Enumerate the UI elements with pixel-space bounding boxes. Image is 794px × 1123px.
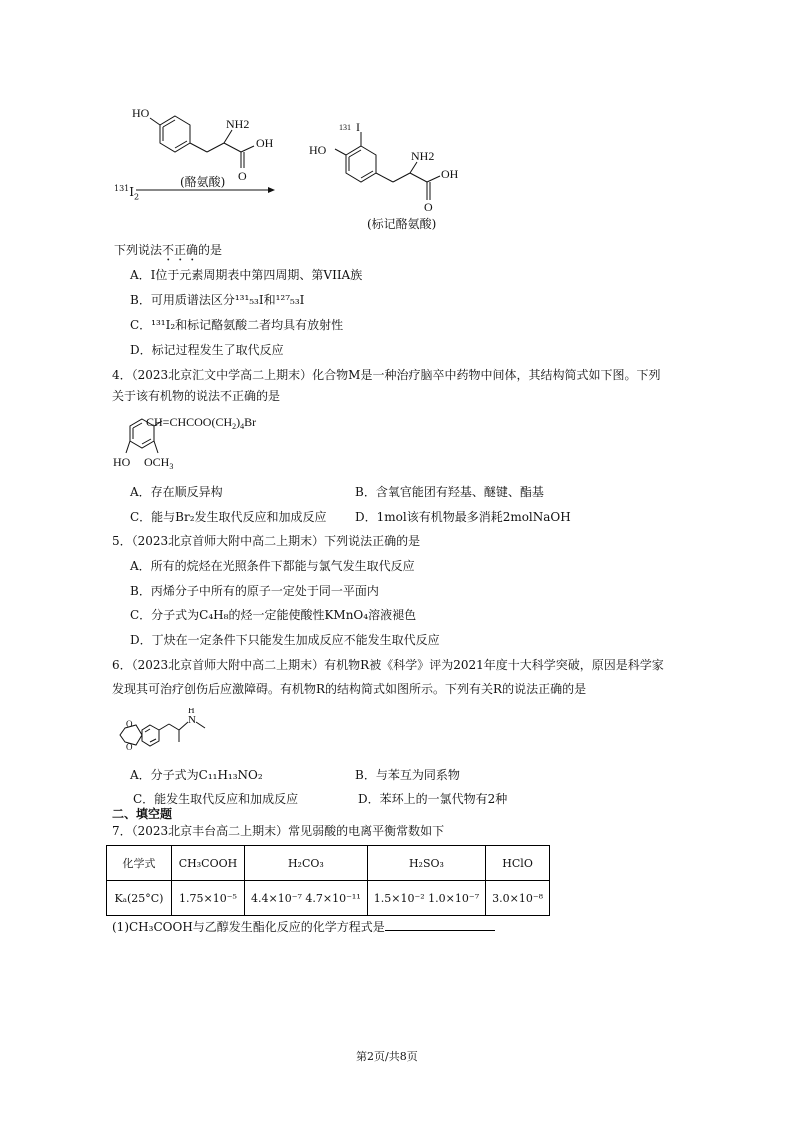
m-top-chain: $CH=CHCOO(CH_2)_4Br$ [146,415,257,431]
q7-stem: 7．（2023北京丰台高二上期末）常见弱酸的电离平衡常数如下 [112,824,445,838]
labeled-tyrosine-structure [305,118,485,218]
table-cell: 3.0×10⁻⁸ [486,881,550,916]
ho-label: HO [132,106,150,120]
table-header-cell: CH₃COOH [172,846,245,881]
ionization-constant-table [106,845,550,916]
table-cell: 1.75×10⁻⁵ [172,881,245,916]
q5-option-d: D．丁炔在一定条件下只能发生加成反应不能发生取代反应 [130,633,440,647]
q6-option-a: A．分子式为C₁₁H₁₃NO₂ [130,768,263,782]
q5-option-b: B．丙烯分子中所有的原子一定处于同一平面内 [130,584,379,598]
reagent-label: $^{131}I_2$ [114,184,140,202]
table-header-cell: H₂SO₃ [367,846,485,881]
q5-option-c: C．分子式为C₄H₈的烃一定能使酸性KMnO₄溶液褪色 [130,608,417,622]
q4-option-c: C．能与Br₂发生取代反应和加成反应 [130,510,327,524]
compound-r-structure [112,708,222,763]
m-och3-label: $OCH_3$ [144,455,174,471]
q3-option-a: A．I位于元素周期表中第四周期、第VIIA族 [130,268,363,282]
q4-stem-line1: 4．（2023北京汇文中学高二上期末）化合物M是一种治疗脑卒中药物中间体，其结构简式如下图。下列 [112,368,661,382]
table-row [107,846,550,881]
m-ho-label: HO [113,455,131,469]
q3-stem: 下列说法不正确的是 [114,243,223,257]
labeled-tyrosine-label: (标记酪氨酸) [367,217,437,231]
tyrosine-structure [120,100,310,185]
r-n-label: N [188,714,196,726]
nh2-label: NH2 [411,149,435,163]
q4-option-a: A．存在顺反异构 [130,485,223,499]
page-footer: 第2页/共8页 [356,1050,418,1063]
svg-text:O: O [126,719,133,729]
ho-label: HO [309,143,327,157]
r-h-label: H [188,708,195,715]
q4-stem-line2: 关于该有机物的说法不正确的是 [112,389,281,403]
oh-label: OH [441,167,459,181]
q6-stem-line2: 发现其可治疗创伤后应激障碍。有机物R的结构简式如图所示。下列有关R的说法正确的是 [112,682,587,696]
q6-stem-line1: 6．（2023北京首师大附中高二上期末）有机物R被《科学》评为2021年度十大科学突破，原因是科学家 [112,658,664,672]
oh-label: OH [256,136,274,150]
table-cell: 1.5×10⁻² 1.0×10⁻⁷ [367,881,485,916]
tyrosine-label: (酪氨酸) [180,175,226,189]
compound-m-structure [112,405,302,473]
table-row-label: Kₐ(25°C) [107,881,172,916]
q6-option-d: D．苯环上的一氯代物有2种 [358,792,508,806]
table-header-cell: H₂CO₃ [245,846,368,881]
svg-text:I: I [356,120,360,134]
section-heading: 二、填空题 [112,807,173,821]
q4-option-d: D．1mol该有机物最多消耗2molNaOH [355,510,571,524]
q3-option-c: C．¹³¹I₂和标记酪氨酸二者均具有放射性 [130,318,344,332]
q3-option-d: D．标记过程发生了取代反应 [130,343,284,357]
reaction-arrow [136,185,276,195]
q4-option-b: B．含氧官能团有羟基、醚键、酯基 [355,485,544,499]
table-header-cell: HClO [486,846,550,881]
svg-text:131: 131 [339,123,351,132]
q6-option-c: C．能发生取代反应和加成反应 [133,792,299,806]
svg-text:O: O [126,742,133,752]
nh2-label: NH2 [226,117,250,131]
table-row [107,881,550,916]
q5-stem: 5．（2023北京首师大附中高二上期末）下列说法正确的是 [112,534,421,548]
o-label: O [238,169,247,183]
q5-option-a: A．所有的烷烃在光照条件下都能与氯气发生取代反应 [130,559,415,573]
answer-blank[interactable] [385,919,495,931]
o-label: O [424,200,433,214]
table-cell: 4.4×10⁻⁷ 4.7×10⁻¹¹ [245,881,368,916]
q6-option-b: B．与苯互为同系物 [355,768,460,782]
q7-sub1: (1)CH₃COOH与乙醇发生酯化反应的化学方程式是 [112,919,495,935]
q3-option-b: B．可用质谱法区分¹³¹₅₃I和¹²⁷₅₃I [130,293,305,307]
table-header-cell: 化学式 [107,846,172,881]
